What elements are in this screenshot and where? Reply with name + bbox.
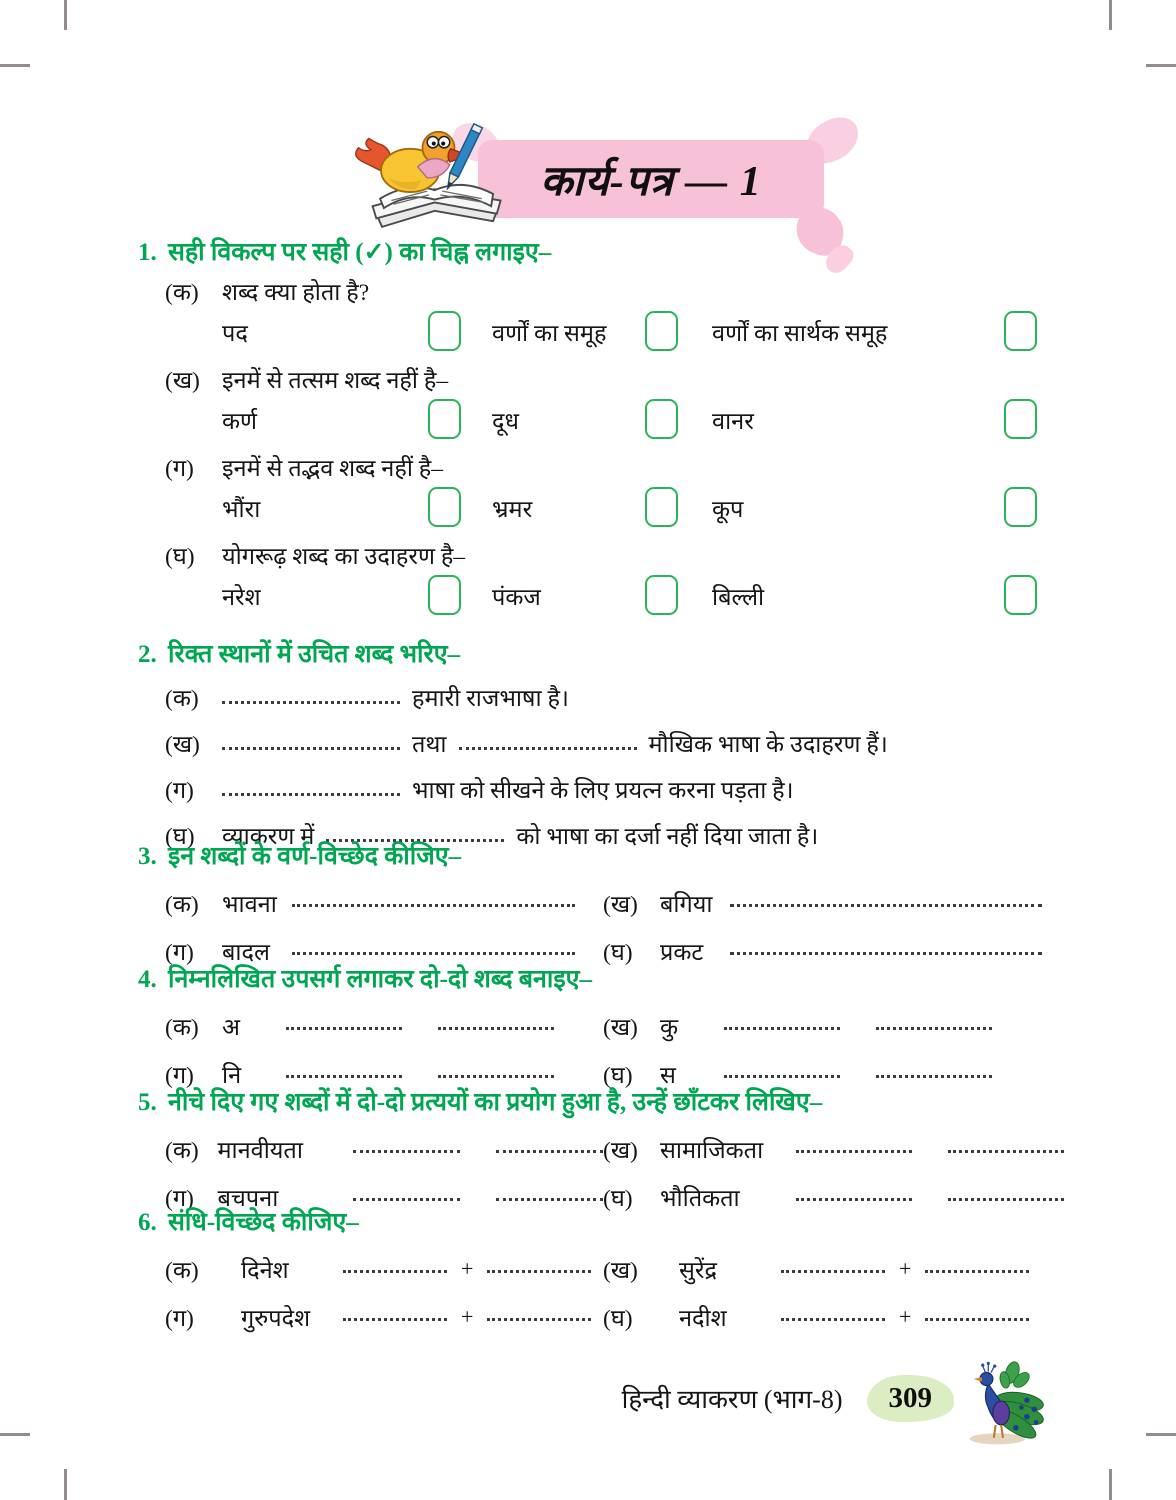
word-label: बादल (222, 940, 270, 966)
sub-question-label: (ग) (165, 1063, 194, 1089)
option-checkbox[interactable] (645, 575, 678, 615)
line-text: भाषा को सीखने के लिए प्रयत्न करना पड़ता है। (412, 778, 794, 804)
answer-blank[interactable] (353, 1198, 460, 1201)
answer-blank[interactable] (925, 1318, 1029, 1321)
answer-blank[interactable] (343, 1318, 447, 1321)
sub-question (165, 278, 1042, 308)
option-label: नरेश (222, 585, 261, 611)
answer-blank[interactable] (781, 1318, 885, 1321)
answer-row (165, 886, 1042, 920)
sub-question-label: (घ) (165, 824, 195, 850)
sub-question-label: (घ) (603, 1063, 633, 1089)
plus-sign: + (899, 1256, 912, 1281)
plus-sign: + (899, 1304, 912, 1329)
answer-blank[interactable] (459, 747, 637, 750)
question-heading (138, 842, 1042, 872)
worksheet-title: कार्य-पत्र — 1 (540, 158, 762, 205)
question-heading (138, 640, 1042, 670)
question-number: 6. (138, 1209, 157, 1236)
answer-row (165, 934, 1042, 968)
options-row (138, 484, 1042, 532)
question-4 (138, 965, 1042, 1091)
sub-question-label: (ग) (165, 1186, 194, 1212)
fill-blank-line (165, 774, 1042, 808)
question-number: 2. (138, 641, 157, 668)
question-number: 3. (138, 843, 157, 870)
sub-question-label: (ग) (165, 940, 194, 966)
question-number: 5. (138, 1089, 157, 1116)
plus-sign: + (461, 1304, 474, 1329)
question-1 (138, 238, 1042, 620)
answer-blank[interactable] (724, 1075, 840, 1078)
page-number-badge: 309 (867, 1375, 955, 1422)
options-row (138, 396, 1042, 444)
question-heading-text: निम्नलिखित उपसर्ग लगाकर दो-दो शब्द बनाइए– (168, 966, 592, 993)
answer-blank[interactable] (353, 1150, 460, 1153)
answer-blank[interactable] (948, 1198, 1064, 1201)
answer-blank[interactable] (286, 1027, 402, 1030)
sub-question-label: (क) (165, 1258, 199, 1284)
question-6 (138, 1208, 1042, 1334)
word-label: सुरेंद्र (679, 1258, 717, 1284)
word-label: भावना (222, 892, 277, 918)
word-label: कु (660, 1015, 679, 1041)
sub-question-prompt: शब्द क्या होता है? (222, 280, 370, 306)
answer-blank[interactable] (487, 1270, 591, 1273)
answer-blank[interactable] (496, 1150, 603, 1153)
answer-blank[interactable] (876, 1075, 992, 1078)
fill-blank-line (165, 728, 1042, 762)
word-label: गुरुपदेश (241, 1306, 311, 1332)
crop-mark (1109, 1469, 1112, 1500)
answer-blank[interactable] (948, 1150, 1064, 1153)
page-footer (0, 1358, 1046, 1438)
question-heading-text: सही विकल्प पर सही (✓) का चिह्न लगाइए– (168, 239, 552, 266)
fill-blank-line (165, 682, 1042, 716)
line-text: मौखिक भाषा के उदाहरण हैं। (648, 732, 888, 758)
option-label: पद (222, 321, 248, 347)
question-heading-text: इन शब्दों के वर्ण-विच्छेद कीजिए– (168, 843, 462, 870)
sub-question-label: (क) (165, 1015, 199, 1041)
question-number: 4. (138, 966, 157, 993)
sub-question-prompt: इनमें से तत्सम शब्द नहीं है– (222, 368, 449, 394)
option-label: वानर (712, 409, 754, 435)
option-label: भ्रमर (492, 497, 533, 523)
question-number: 1. (138, 239, 157, 266)
word-label: बचपना (217, 1186, 279, 1212)
answer-blank[interactable] (730, 952, 1042, 955)
footer-book-title: हिन्दी व्याकरण (भाग-8) (621, 1385, 843, 1414)
answer-blank[interactable] (222, 701, 400, 704)
answer-blank[interactable] (496, 1198, 603, 1201)
option-label: वर्णों का समूह (492, 321, 607, 347)
question-heading-text: रिक्त स्थानों में उचित शब्द भरिए– (168, 641, 461, 668)
crop-mark (1146, 1433, 1176, 1436)
crop-mark (1109, 0, 1112, 30)
option-label: भौंरा (222, 497, 261, 523)
line-text: तथा (412, 732, 447, 758)
option-checkbox[interactable] (645, 399, 678, 439)
option-checkbox[interactable] (428, 311, 461, 351)
answer-blank[interactable] (222, 793, 400, 796)
line-text: हमारी राजभाषा है। (412, 686, 569, 712)
crop-mark (0, 64, 30, 67)
line-text: व्याकरण में (222, 824, 315, 850)
option-label: कूप (712, 497, 744, 523)
answer-blank[interactable] (343, 1270, 447, 1273)
option-label: पंकज (492, 585, 541, 611)
sub-question (165, 454, 1042, 484)
answer-blank[interactable] (724, 1027, 840, 1030)
answer-blank[interactable] (781, 1270, 885, 1273)
sub-question-label: (ख) (603, 1015, 638, 1041)
word-label: प्रकट (660, 940, 704, 966)
question-heading-text: नीचे दिए गए शब्दों में दो-दो प्रत्ययों का प्रयोग हुआ है, उन्हें छाँटकर लिखिए– (168, 1089, 823, 1116)
answer-blank[interactable] (796, 1198, 912, 1201)
option-checkbox[interactable] (1004, 399, 1037, 439)
answer-row (165, 1057, 1042, 1091)
answer-row (165, 1252, 1042, 1286)
word-label: नदीश (679, 1306, 727, 1332)
crop-mark (64, 1469, 67, 1500)
sub-question-label: (ग) (165, 1306, 194, 1332)
line-text: को भाषा का दर्जा नहीं दिया जाता है। (516, 824, 819, 850)
word-label: सामाजिकता (660, 1138, 764, 1164)
answer-blank[interactable] (438, 1027, 554, 1030)
sub-question-label: (घ) (603, 1186, 633, 1212)
sub-question (165, 542, 1042, 572)
sub-question-label: (क) (165, 892, 199, 918)
options-row (138, 572, 1042, 620)
answer-row (165, 1132, 1042, 1166)
sub-question-label: (घ) (165, 544, 195, 570)
option-checkbox[interactable] (645, 487, 678, 527)
answer-blank[interactable] (730, 904, 1042, 907)
answer-blank[interactable] (925, 1270, 1029, 1273)
sub-question-label: (ख) (603, 1258, 638, 1284)
answer-blank[interactable] (438, 1075, 554, 1078)
option-checkbox[interactable] (1004, 311, 1037, 351)
question-heading (138, 1208, 1042, 1238)
bird-writing-icon (350, 118, 510, 236)
option-label: बिल्ली (712, 585, 765, 611)
question-heading-text: संधि-विच्छेद कीजिए– (168, 1209, 359, 1236)
option-label: वर्णों का सार्थक समूह (712, 321, 888, 347)
sub-question-label: (ख) (165, 368, 200, 394)
peacock-icon (960, 1356, 1046, 1448)
answer-blank[interactable] (292, 952, 575, 955)
sub-question-label: (क) (165, 686, 199, 712)
sub-question (165, 366, 1042, 396)
option-checkbox[interactable] (428, 575, 461, 615)
answer-row (165, 1009, 1042, 1043)
answer-blank[interactable] (796, 1150, 912, 1153)
question-heading (138, 238, 1042, 268)
question-5 (138, 1088, 1042, 1214)
question-heading (138, 1088, 1042, 1118)
sub-question-label: (ख) (603, 892, 638, 918)
word-label: अ (222, 1015, 240, 1041)
option-label: दूध (492, 409, 519, 435)
sub-question-label: (ग) (165, 778, 194, 804)
word-label: नि (222, 1063, 242, 1089)
answer-row (165, 1300, 1042, 1334)
answer-blank[interactable] (222, 747, 400, 750)
sub-question-label: (घ) (603, 1306, 633, 1332)
answer-blank[interactable] (487, 1318, 591, 1321)
question-3 (138, 842, 1042, 968)
option-checkbox[interactable] (428, 487, 461, 527)
sub-question-label: (घ) (603, 940, 633, 966)
sub-question-prompt: योगरूढ़ शब्द का उदाहरण है– (222, 544, 466, 570)
sub-question-label: (ख) (603, 1138, 638, 1164)
option-checkbox[interactable] (1004, 575, 1037, 615)
option-checkbox[interactable] (1004, 487, 1037, 527)
crop-mark (1146, 64, 1176, 67)
sub-question-label: (क) (165, 1138, 199, 1164)
word-label: दिनेश (241, 1258, 289, 1284)
options-row (138, 308, 1042, 356)
sub-question-prompt: इनमें से तद्भव शब्द नहीं है– (222, 456, 444, 482)
word-label: भौतिकता (660, 1186, 740, 1212)
plus-sign: + (461, 1256, 474, 1281)
answer-blank[interactable] (876, 1027, 992, 1030)
crop-mark (64, 0, 67, 30)
sub-question-label: (क) (165, 280, 199, 306)
word-label: स (660, 1063, 676, 1089)
worksheet-banner (0, 116, 1176, 234)
word-label: मानवीयता (217, 1138, 303, 1164)
answer-blank[interactable] (286, 1075, 402, 1078)
word-label: बगिया (660, 892, 713, 918)
option-checkbox[interactable] (645, 311, 678, 351)
sub-question-label: (ख) (165, 732, 200, 758)
answer-blank[interactable] (292, 904, 575, 907)
sub-question-label: (ग) (165, 456, 194, 482)
option-label: कर्ण (222, 409, 258, 435)
option-checkbox[interactable] (428, 399, 461, 439)
question-heading (138, 965, 1042, 995)
question-2 (138, 640, 1042, 854)
